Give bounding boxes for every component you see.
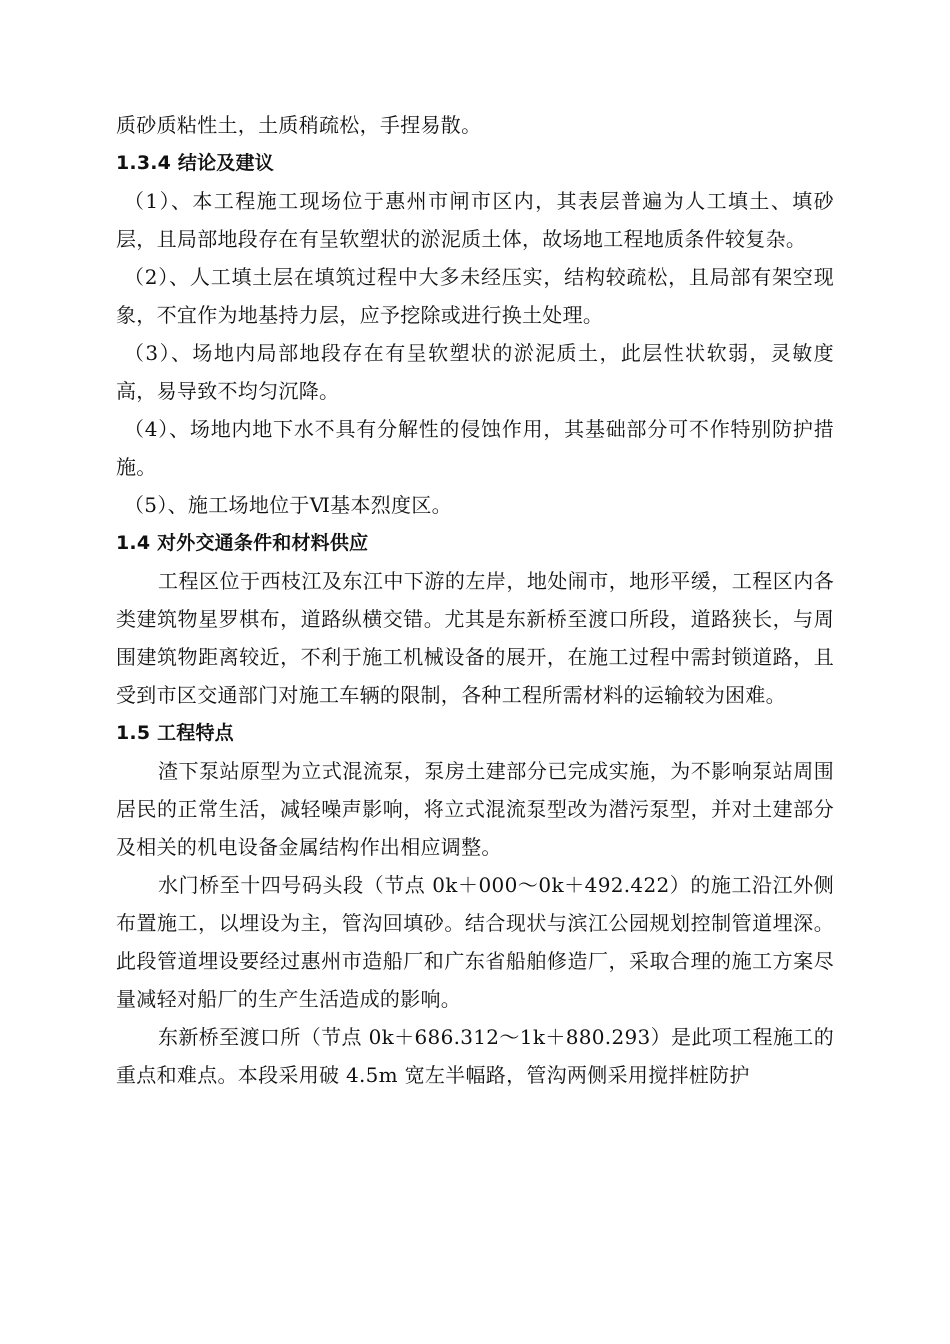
- features-paragraph-1: 渣下泵站原型为立式混流泵，泵房土建部分已完成实施，为不影响泵站周围居民的正常生活，减轻噪声影响，将立式混流泵型改为潜污泵型，并对土建部分及相关的机电设备金属结构作出相应调整。: [116, 759, 834, 859]
- conclusion-item-5: （5）、施工场地位于Ⅵ基本烈度区。: [124, 493, 452, 517]
- features-paragraph-3: 东新桥至渡口所（节点 0k＋686.312～1k＋880.293）是此项工程施工的重点和难点。本段采用破 4.5m 宽左半幅路，管沟两侧采用搅拌桩防护: [116, 1025, 834, 1087]
- conclusion-item-1: （1）、本工程施工现场位于惠州市闸市区内，其表层普遍为人工填土、填砂层，且局部地段存在有呈软塑状的淤泥质土体，故场地工程地质条件较复杂。: [116, 189, 834, 251]
- conclusion-item-2: （2）、人工填土层在填筑过程中大多未经压实，结构较疏松，且局部有架空现象，不宜作为地基持力层，应予挖除或进行换土处理。: [116, 265, 834, 327]
- section-heading-1-4: 1.4 对外交通条件和材料供应: [116, 532, 369, 554]
- conclusion-item-3: （3）、场地内局部地段存在有呈软塑状的淤泥质土，此层性状软弱，灵敏度高，易导致不均匀沉降。: [116, 341, 834, 403]
- conclusion-item-4: （4）、场地内地下水不具有分解性的侵蚀作用，其基础部分可不作特别防护措施。: [116, 417, 834, 479]
- traffic-paragraph: 工程区位于西枝江及东江中下游的左岸，地处闹市，地形平缓，工程区内各类建筑物星罗棋布，道路纵横交错。尤其是东新桥至渡口所段，道路狭长，与周围建筑物距离较近，不利于施工机械设备的展开，在施工过程中需封锁道路，且受到市区交通部门对施工车辆的限制，各种工程所需材料的运输较为困难。: [116, 569, 834, 707]
- features-paragraph-2: 水门桥至十四号码头段（节点 0k＋000～0k＋492.422）的施工沿江外侧布置施工，以埋设为主，管沟回填砂。结合现状与滨江公园规划控制管道埋深。此段管道埋设要经过惠州市造船厂和广东省船舶修造厂，采取合理的施工方案尽量减轻对船厂的生产生活造成的影响。: [116, 873, 834, 1011]
- document-body: [116, 106, 834, 1094]
- section-heading-1-5: 1.5 工程特点: [116, 722, 234, 744]
- continued-paragraph: 质砂质粘性土，土质稍疏松，手捏易散。: [116, 113, 482, 137]
- section-heading-1-3-4: 1.3.4 结论及建议: [116, 152, 274, 174]
